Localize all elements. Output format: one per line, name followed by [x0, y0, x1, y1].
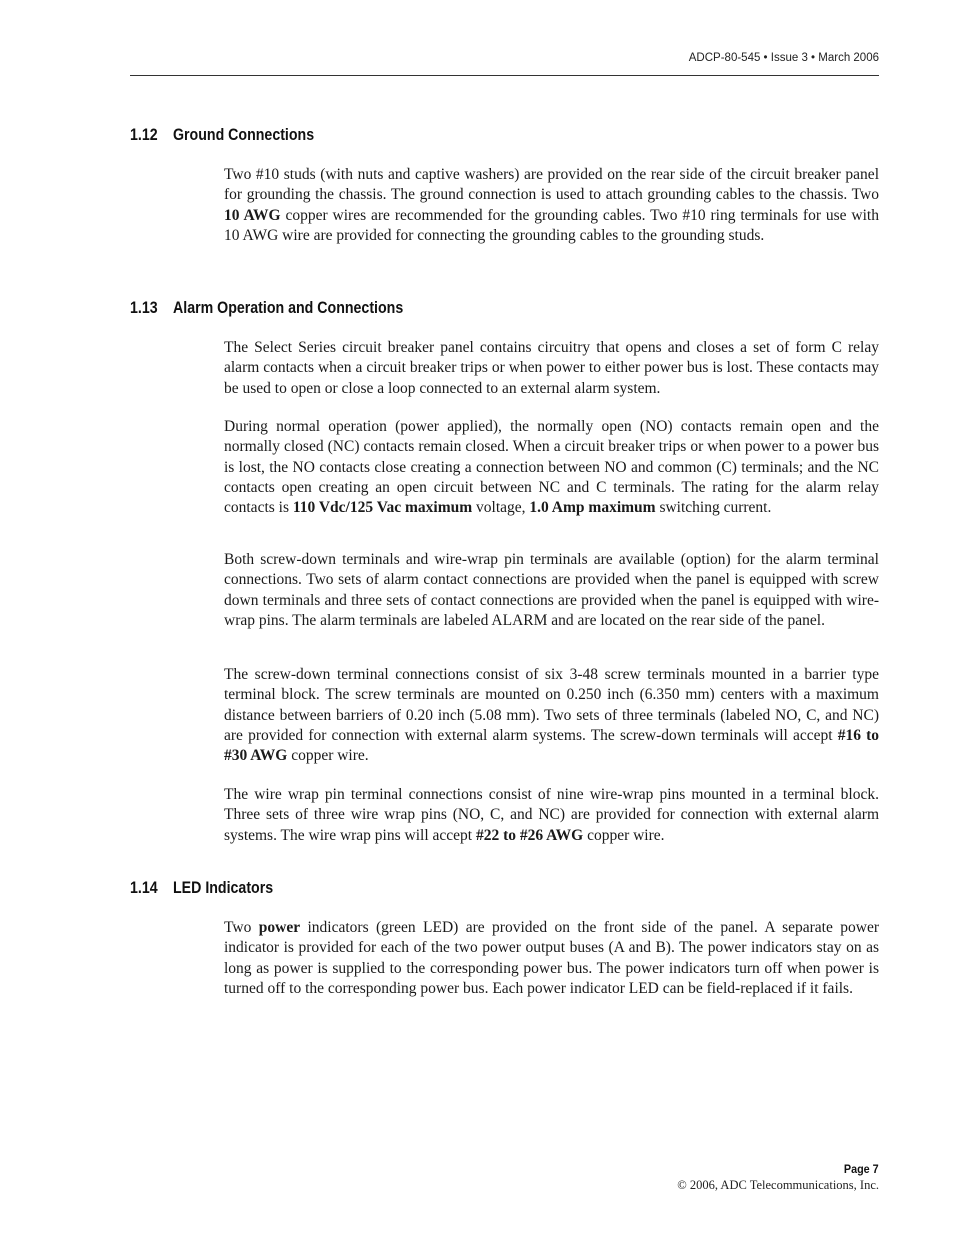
paragraph-alarm-operation	[224, 417, 879, 518]
section-number: 1.12	[130, 126, 158, 144]
paragraph-alarm-intro	[224, 338, 879, 399]
paragraph-text: voltage,	[472, 499, 530, 517]
paragraph-text: The wire wrap pin terminal connections consist of nine wire-wrap pins mounted in a terminal block. Three sets of three wire wrap pins (NO, C, and NC) are provided for connection with external alarm systems. The wire wrap pins will accept	[224, 786, 879, 844]
copyright-notice: © 2006, ADC Telecommunications, Inc.	[677, 1178, 879, 1192]
bold-text: #16 to #30 AWG	[224, 726, 879, 765]
bold-text: power	[258, 919, 301, 936]
paragraph-terminal-options	[224, 550, 879, 631]
section-heading-1-12	[130, 126, 314, 145]
paragraph-wire-wrap-pins	[224, 785, 879, 846]
section-number: 1.13	[130, 299, 158, 317]
bold-text: 110 Vdc/125 Vac maximum	[292, 499, 473, 517]
paragraph-text: Both screw-down terminals and wire-wrap pin terminals are available (option) for the alarm terminal connections. Two sets of alarm contact connections are provided when the panel is equipped with screw down terminals and three sets of contact connections are provided when the panel is equipped with wire-wrap pins. The alarm terminals are labeled ALARM and are located on the rear side of the panel.	[224, 551, 879, 629]
section-heading-1-14	[130, 879, 273, 898]
paragraph-text: The screw-down terminal connections consist of six 3-48 screw terminals mounted in a barrier type terminal block. The screw terminals are mounted on 0.250 inch (6.350 mm) centers with a maximum distance between barriers of 0.20 inch (5.08 mm). Two sets of three terminals (labeled NO, C, and NC) are provided for connection with external alarm systems. The screw-down terminals will accept	[224, 666, 879, 744]
section-heading-1-13	[130, 299, 403, 318]
bold-text: 1.0 Amp maximum	[529, 499, 656, 517]
paragraph-text: Two	[224, 919, 259, 936]
bold-text: 10 AWG	[224, 206, 281, 224]
paragraph-text: copper wires are recommended for the grounding cables. Two #10 ring terminals for use with 10 AWG wire are provided for connecting the grounding cables to the grounding studs.	[224, 206, 879, 244]
paragraph-text: Two #10 studs (with nuts and captive washers) are provided on the rear side of the circuit breaker panel for grounding the chassis. The ground connection is used to attach grounding cables to the chassis. Two	[224, 166, 879, 204]
paragraph-text: copper wire.	[583, 826, 665, 844]
paragraph-led-indicators	[224, 918, 879, 999]
page-number: Page 7	[844, 1162, 879, 1176]
paragraph-text: indicators (green LED) are provided on the front side of the panel. A separate power indicator is provided for each of the two power output buses (A and B). The power indicators stay on as long as power is supplied to the corresponding power bus. The power indicators turn off when power is turned off to the corresponding power bus. Each power indicator LED can be field-replaced if it fails.	[224, 919, 879, 997]
bold-text: #22 to #26 AWG	[475, 826, 584, 844]
section-number: 1.14	[130, 879, 158, 897]
paragraph-text: copper wire.	[287, 747, 369, 765]
document-header: ADCP-80-545 • Issue 3 • March 2006	[688, 52, 879, 64]
paragraph-text: The Select Series circuit breaker panel contains circuitry that opens and closes a set of form C relay alarm contacts when a circuit breaker trips or when power to either power bus is lost. These contacts may be used to open or close a loop connected to an external alarm system.	[224, 339, 879, 397]
paragraph-ground-connections	[224, 165, 879, 246]
section-title: Ground Connections	[173, 126, 315, 144]
paragraph-screw-down-terminals	[224, 665, 879, 766]
section-title: LED Indicators	[173, 879, 274, 897]
section-title: Alarm Operation and Connections	[173, 299, 404, 317]
paragraph-text: switching current.	[655, 499, 772, 517]
paragraph-text: During normal operation (power applied), the normally open (NO) contacts remain open and the normally closed (NC) contacts remain closed. When a circuit breaker trips or when power to a power bus is lost, the NO contacts close creating a connection between NO and common (C) terminals; and the NC contacts open creating an open circuit between NC and C terminals. The rating for the alarm relay contacts is	[224, 418, 879, 517]
header-divider	[130, 75, 879, 76]
